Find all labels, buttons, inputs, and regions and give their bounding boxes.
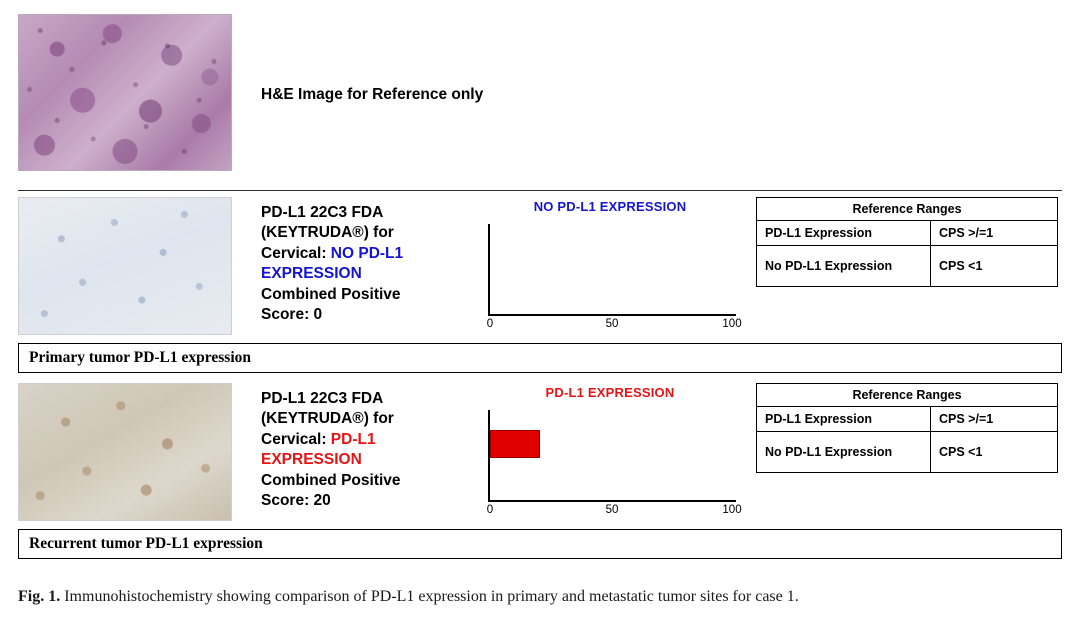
chart-y-axis (488, 224, 490, 316)
he-histology-image (18, 14, 232, 171)
ihc-positive-image (18, 383, 232, 521)
table-cell-value: CPS <1 (931, 246, 1058, 287)
ihc-negative-image (18, 197, 232, 335)
chart-x-ticklabels (486, 316, 742, 332)
reference-table-primary (756, 197, 1058, 287)
case-description-primary (261, 197, 466, 326)
desc-highlight: EXPRESSION (261, 451, 362, 469)
case-description-recurrent (261, 383, 466, 512)
chart-title: NO PD-L1 EXPRESSION (533, 199, 687, 214)
tick-label: 0 (486, 504, 494, 516)
tick-label: 50 (605, 504, 619, 516)
desc-line: Combined Positive (261, 285, 401, 303)
desc-line: Combined Positive (261, 471, 401, 489)
reference-table-recurrent (756, 383, 1058, 473)
primary-tumor-label: Primary tumor PD-L1 expression (18, 343, 1062, 373)
chart-plot-area (488, 410, 736, 502)
chart-plot-area (488, 224, 736, 316)
desc-line: (KEYTRUDA®) for (261, 410, 394, 428)
desc-line: PD-L1 22C3 FDA (261, 204, 384, 221)
desc-line: Cervical: (261, 244, 331, 262)
desc-line: Score: 0 (261, 306, 323, 324)
tick-label: 50 (605, 318, 619, 330)
desc-highlight: EXPRESSION (261, 265, 362, 283)
table-cell-value: CPS <1 (931, 432, 1058, 473)
table-cell-value: CPS >/=1 (931, 221, 1058, 246)
table-row (757, 246, 1058, 287)
table-header-row (757, 384, 1058, 407)
divider-top (18, 190, 1062, 191)
desc-line: Score: 20 (261, 492, 331, 510)
chart-recurrent (476, 383, 744, 518)
case-row-primary (18, 197, 1062, 339)
tick-label: 0 (486, 318, 494, 330)
figure-container (18, 14, 1062, 559)
case-row-recurrent (18, 383, 1062, 525)
table-cell-label: PD-L1 Expression (757, 221, 931, 246)
table-cell-label: PD-L1 Expression (757, 407, 931, 432)
tick-label: 100 (722, 318, 742, 330)
table-row (757, 221, 1058, 246)
recurrent-tumor-label: Recurrent tumor PD-L1 expression (18, 529, 1062, 559)
desc-highlight: NO PD-L1 (330, 244, 404, 262)
chart-bar (490, 430, 540, 458)
table-header: Reference Ranges (757, 384, 1058, 407)
table-row (757, 407, 1058, 432)
table-header: Reference Ranges (757, 198, 1058, 221)
table-cell-value: CPS >/=1 (931, 407, 1058, 432)
chart-primary (476, 197, 744, 332)
he-caption: H&E Image for Reference only (261, 86, 484, 103)
desc-line: (KEYTRUDA®) for (261, 224, 394, 242)
table-cell-label: No PD-L1 Expression (757, 246, 931, 287)
figure-caption-label: Fig. 1. (18, 588, 61, 605)
desc-line: PD-L1 22C3 FDA (261, 390, 384, 407)
tick-label: 100 (722, 504, 742, 516)
chart-x-ticklabels (486, 502, 742, 518)
he-panel (18, 14, 1062, 182)
table-row (757, 432, 1058, 473)
chart-title: PD-L1 EXPRESSION (545, 385, 675, 400)
desc-highlight: PD-L1 (330, 430, 376, 448)
figure-caption (18, 588, 1066, 606)
desc-line: Cervical: (261, 430, 331, 448)
figure-caption-text: Immunohistochemistry showing comparison of PD-L1 expression in primary and metastatic tumor sites for case 1. (64, 588, 799, 605)
table-header-row (757, 198, 1058, 221)
table-cell-label: No PD-L1 Expression (757, 432, 931, 473)
